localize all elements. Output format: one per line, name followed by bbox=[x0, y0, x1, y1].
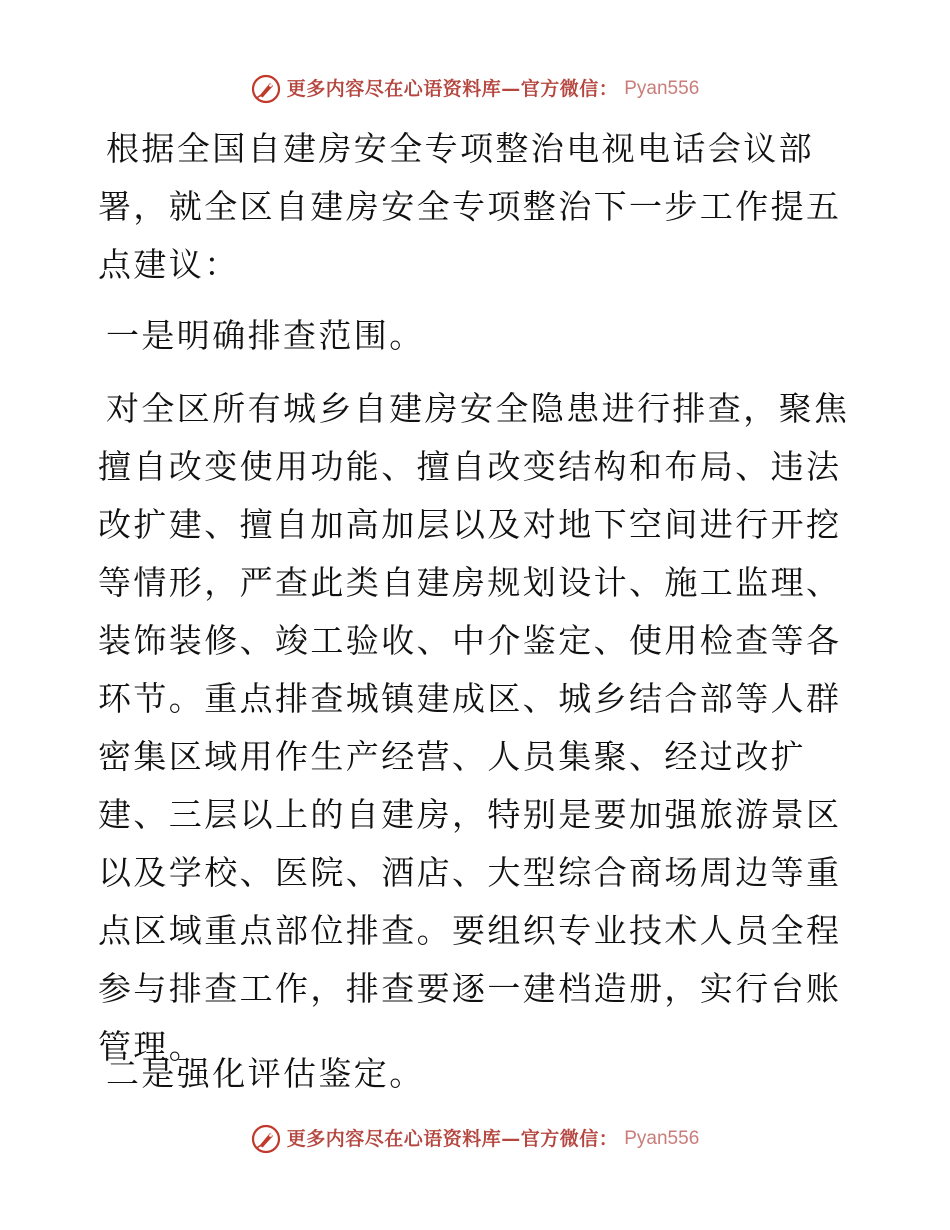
intro-paragraph: 根据全国自建房安全专项整治电视电话会议部署，就全区自建房安全专项整治下一步工作提五点建议： bbox=[98, 129, 842, 284]
pen-nib-logo-icon bbox=[251, 1124, 281, 1154]
section-paragraph-1: 对全区所有城乡自建房安全隐患进行排查，聚焦擅自改变使用功能、擅自改变结构和布局、违法改扩建、擅自加高加层以及对地下空间进行开挖等情形，严查此类自建房规划设计、施工监理、装饰装修、竣工验收、中介鉴定、使用检查等各环节。重点排查城镇建成区、城乡结合部等人群密集区域用作生产经营、人员集聚、经过改扩建、三层以上的自建房，特别是要加强旅游景区以及学校、医院、酒店、大型综合商场周边等重点区域重点部位排查。要组织专业技术人员全程参与排查工作，排查要逐一建档造册，实行台账管理。 bbox=[98, 389, 850, 1066]
section-heading-1: 一是明确排查范围。 bbox=[106, 316, 425, 355]
footer-banner-wechat-id: Pyan556 bbox=[624, 1128, 700, 1149]
header-banner-wechat-id: Pyan556 bbox=[624, 78, 700, 99]
footer-banner-text: 更多内容尽在心语资料库—官方微信： bbox=[286, 1128, 619, 1150]
section-heading-2: 二是强化评估鉴定。 bbox=[106, 1054, 425, 1093]
header-banner bbox=[0, 74, 950, 104]
pen-nib-logo-icon bbox=[251, 74, 281, 104]
header-banner-text: 更多内容尽在心语资料库—官方微信： bbox=[286, 78, 619, 100]
footer-banner bbox=[0, 1124, 950, 1154]
